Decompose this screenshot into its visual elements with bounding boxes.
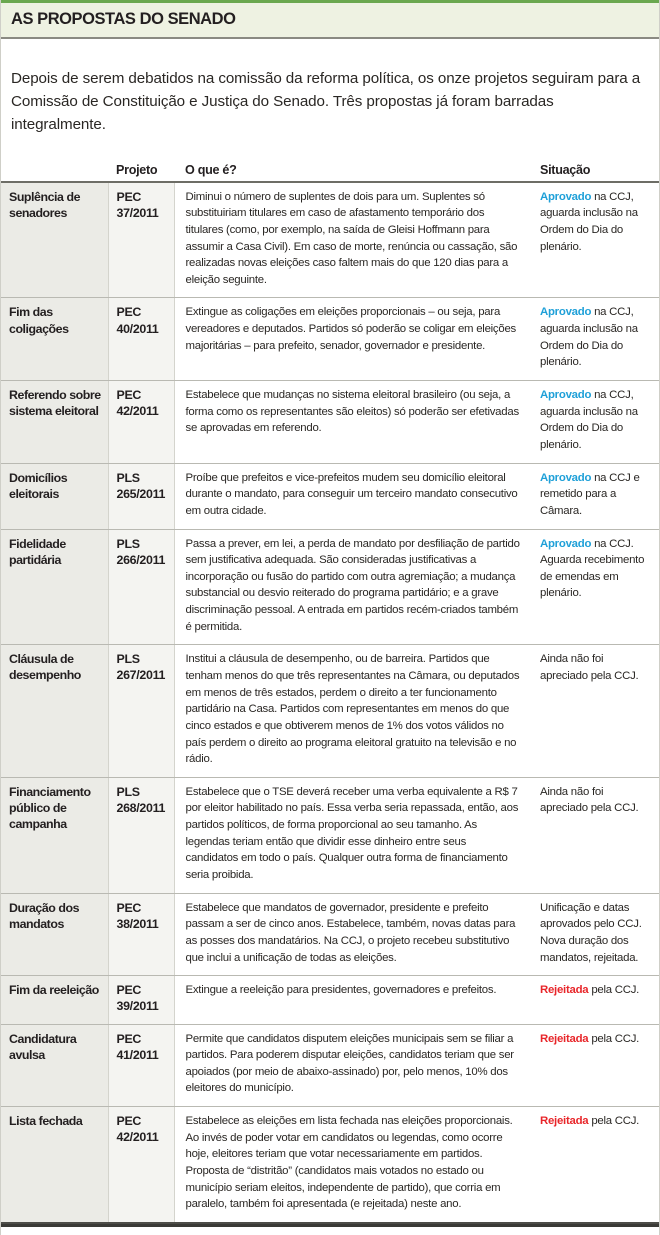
proposal-project-id (108, 381, 174, 464)
column-header-project: Projeto (108, 163, 174, 182)
title-band (1, 0, 659, 39)
project-type: PEC (116, 900, 142, 915)
proposal-status (531, 298, 659, 381)
proposal-name: Fidelidade partidária (1, 529, 108, 645)
proposal-project-id (108, 182, 174, 298)
proposal-project-id (108, 777, 174, 893)
status-detail: pela CCJ. (588, 984, 640, 997)
proposal-description: Estabelece que mandatos de governador, presidente e prefeito passam a ser de cinco anos. Estabelece, também, novas datas para as posses dos mandatários. Na CCJ, o projeto recebeu substitutivo que inclui a unificação de todas as eleições. (174, 893, 531, 976)
proposal-description: Institui a cláusula de desempenho, ou de barreira. Partidos que tenham menos do que três representantes na Câmara, ou deputados em menos de três estados, perdem o direito a ter funcionamento partidário na Casa. Partidos com representantes em menos do que cinco estados e que obtiverem menos de 1% dos votos válidos no país perdem o direito ao programa eleitoral gratuito na televisão e no rádio. (174, 645, 531, 777)
project-type: PLS (116, 784, 140, 799)
project-type: PEC (116, 1031, 142, 1046)
project-number: 42/2011 (116, 404, 159, 419)
column-header-name (1, 163, 108, 182)
proposal-status (531, 182, 659, 298)
status-detail: pela CCJ. (588, 1032, 640, 1045)
table-row (1, 182, 659, 298)
project-type: PLS (116, 536, 140, 551)
project-type: PEC (116, 983, 142, 998)
proposal-project-id (108, 463, 174, 529)
proposal-status (531, 645, 659, 777)
status-badge: Aprovado (540, 389, 592, 402)
proposal-name: Domicílios eleitorais (1, 463, 108, 529)
proposal-status (531, 777, 659, 893)
proposal-description: Proíbe que prefeitos e vice-prefeitos mudem seu domicílio eleitoral durante o mandato, para conseguir um terceiro mandato consecutivo em outra cidade. (174, 463, 531, 529)
proposal-project-id (108, 1024, 174, 1107)
proposal-project-id (108, 529, 174, 645)
proposal-status (531, 463, 659, 529)
proposal-project-id (108, 976, 174, 1024)
proposal-status (531, 381, 659, 464)
project-type: PEC (116, 189, 142, 204)
proposal-status (531, 529, 659, 645)
status-badge: Rejeitada (540, 1032, 589, 1045)
bottom-rule (1, 1224, 659, 1227)
proposal-status (531, 1107, 659, 1223)
project-type: PLS (116, 652, 140, 667)
proposal-description: Estabelece que mudanças no sistema eleitoral brasileiro (ou seja, a forma como os representantes são eleitos) só poderão ser efetivadas se aprovadas em referendo. (174, 381, 531, 464)
status-detail: Ainda não foi apreciado pela CCJ. (540, 653, 639, 682)
table-header (1, 163, 659, 182)
proposal-name: Candidatura avulsa (1, 1024, 108, 1107)
proposal-name: Referendo sobre sistema eleitoral (1, 381, 108, 464)
table-row (1, 298, 659, 381)
proposal-project-id (108, 893, 174, 976)
proposal-project-id (108, 645, 174, 777)
proposal-name: Duração dos mandatos (1, 893, 108, 976)
proposal-name: Lista fechada (1, 1107, 108, 1223)
status-detail: Unificação e datas aprovados pelo CCJ. Nova duração dos mandatos, rejeitada. (540, 901, 642, 964)
table-row (1, 529, 659, 645)
project-type: PLS (116, 470, 140, 485)
table-row (1, 1107, 659, 1223)
proposal-description: Estabelece as eleições em lista fechada nas eleições proporcionais. Ao invés de poder votar em candidatos ou legendas, como ocorre hoje, eleitores teriam que votar necessariamente em partidos. Proposta de “distritão” (candidatos mais votados no estado ou município seriam eleitos, independente de partido), que corria em paralelo, também foi apresentada (e rejeitada) neste ano. (174, 1107, 531, 1223)
intro-paragraph: Depois de serem debatidos na comissão da reforma política, os onze projetos seguiram para a Comissão de Constituição e Justiça do Senado. Três propostas já foram barradas integralmente. (11, 70, 641, 134)
table-row (1, 1024, 659, 1107)
project-type: PEC (116, 305, 142, 320)
proposal-name: Financiamento público de campanha (1, 777, 108, 893)
table-row (1, 976, 659, 1024)
proposal-name: Suplência de senadores (1, 182, 108, 298)
proposal-project-id (108, 298, 174, 381)
proposal-description: Permite que candidatos disputem eleições municipais sem se filiar a partidos. Para poderem disputar eleições, candidatos teriam que ser apoiados (por meio de abaixo-assinado) por, pelo menos, 10% dos eleitores do município. (174, 1024, 531, 1107)
table-row (1, 645, 659, 777)
proposal-status (531, 976, 659, 1024)
status-detail: na CCJ, aguarda inclusão na Ordem do Dia do plenário. (540, 306, 638, 369)
project-number: 266/2011 (116, 552, 166, 567)
proposal-name: Fim da reeleição (1, 976, 108, 1024)
project-number: 41/2011 (116, 1047, 159, 1062)
status-detail: na CCJ, aguarda inclusão na Ordem do Dia do plenário. (540, 389, 638, 451)
status-detail: Ainda não foi apreciado pela CCJ. (540, 785, 639, 815)
table-body (1, 182, 659, 1223)
proposal-description: Estabelece que o TSE deverá receber uma verba equivalente a R$ 7 por eleitor habilitado no país. Essa verba seria repassada, então, aos partidos políticos, de forma proporcional ao seu tamanho. As legendas teriam então que dividir esse dinheiro entre seus candidatos em todo o país. Qualquer outra forma de financiamento seria proibida. (174, 777, 531, 893)
project-number: 39/2011 (116, 999, 159, 1014)
proposal-description: Diminui o número de suplentes de dois para um. Suplentes só substituiriam titulares em caso de afastamento temporário dos titulares (como, por exemplo, na saída de Gleisi Hoffmann para assumir a Casa Civil). Em caso de morte, renúncia ou cassação, são realizadas novas eleições caso faltem mais do que 120 dias para a eleição seguinte. (174, 182, 531, 298)
status-detail: na CCJ e remetido para a Câmara. (540, 471, 640, 517)
project-number: 37/2011 (116, 205, 159, 220)
column-header-status: Situação (531, 163, 659, 182)
status-detail: pela CCJ. (588, 1115, 640, 1128)
project-number: 265/2011 (116, 486, 166, 501)
status-badge: Aprovado (540, 190, 592, 203)
table-row (1, 777, 659, 893)
project-type: PEC (116, 388, 142, 403)
status-detail: na CCJ, aguarda inclusão na Ordem do Dia do plenário. (540, 190, 638, 253)
table-row (1, 381, 659, 464)
project-number: 42/2011 (116, 1130, 159, 1145)
column-header-description: O que é? (174, 163, 531, 182)
proposals-table (1, 163, 659, 1224)
proposal-project-id (108, 1107, 174, 1223)
project-type: PEC (116, 1114, 142, 1129)
proposal-status (531, 893, 659, 976)
proposal-description: Passa a prever, em lei, a perda de mandato por desfiliação de partido sem justificativa adequada. São consideradas justificativas a incorporação ou fusão do partido com outra agremiação; a mudança substancial ou desvio reiterado do programa partidário; e a grave discriminação pessoal. A entrada em partidos recém-criados também é permitida. (174, 529, 531, 645)
project-number: 38/2011 (116, 916, 159, 931)
status-badge: Rejeitada (540, 1115, 589, 1128)
project-number: 40/2011 (116, 321, 159, 336)
status-badge: Aprovado (540, 471, 592, 484)
proposal-description: Extingue as coligações em eleições proporcionais – ou seja, para vereadores e deputados. Partidos só poderão se coligar em eleições majoritárias – para prefeito, senador, governador e presidente. (174, 298, 531, 381)
proposal-name: Fim das coligações (1, 298, 108, 381)
proposal-status (531, 1024, 659, 1107)
table-row (1, 463, 659, 529)
status-detail: na CCJ. Aguarda recebimento de emendas em plenário. (540, 537, 645, 600)
page-title: AS PROPOSTAS DO SENADO (11, 10, 236, 28)
proposal-description: Extingue a reeleição para presidentes, governadores e prefeitos. (174, 976, 531, 1024)
project-number: 268/2011 (116, 800, 166, 815)
project-number: 267/2011 (116, 668, 166, 683)
status-badge: Rejeitada (540, 984, 589, 997)
table-header-row (1, 163, 659, 182)
proposal-name: Cláusula de desempenho (1, 645, 108, 777)
status-badge: Aprovado (540, 306, 592, 319)
status-badge: Aprovado (540, 537, 592, 550)
table-row (1, 893, 659, 976)
